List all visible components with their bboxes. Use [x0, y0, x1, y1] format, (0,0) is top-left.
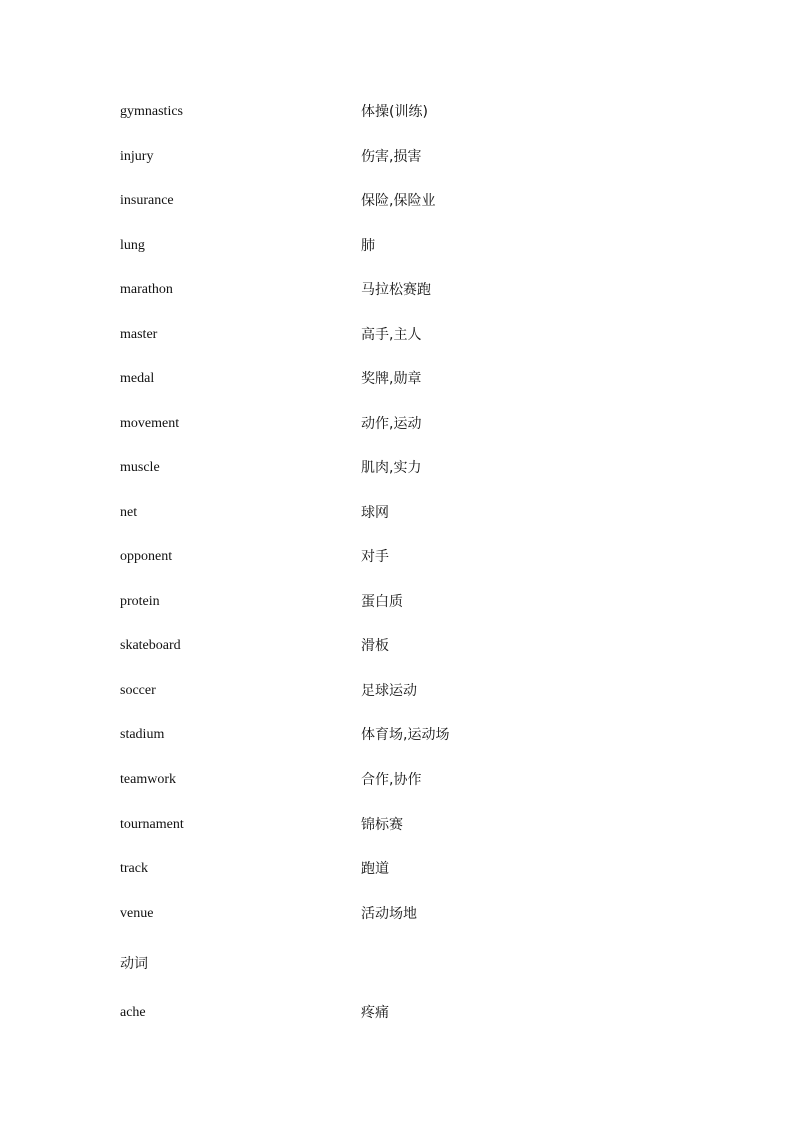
section-heading-verbs: 动词	[120, 956, 148, 972]
vocab-word: tournament	[120, 817, 184, 832]
vocab-row	[120, 190, 680, 212]
vocab-meaning: 对手	[361, 549, 389, 565]
vocab-row	[120, 546, 680, 568]
vocab-row	[120, 903, 680, 925]
vocab-meaning: 活动场地	[361, 906, 417, 922]
vocab-row	[120, 101, 680, 123]
vocab-word: track	[120, 861, 148, 876]
vocab-word: ache	[120, 1005, 146, 1020]
vocab-meaning: 合作,协作	[361, 772, 422, 788]
vocab-word: soccer	[120, 683, 156, 698]
vocab-meaning: 疼痛	[361, 1005, 389, 1021]
vocab-word: stadium	[120, 727, 165, 742]
vocab-word: venue	[120, 906, 154, 921]
vocab-word: teamwork	[120, 772, 176, 787]
vocab-word: gymnastics	[120, 104, 183, 119]
vocab-word: opponent	[120, 549, 173, 564]
vocab-word: lung	[120, 238, 145, 253]
vocab-word: master	[120, 327, 158, 342]
vocab-row	[120, 368, 680, 390]
vocab-meaning: 伤害,损害	[361, 149, 422, 165]
vocab-row	[120, 324, 680, 346]
vocab-row	[120, 146, 680, 168]
vocab-word: insurance	[120, 193, 174, 208]
vocab-row	[120, 769, 680, 791]
vocab-meaning: 高手,主人	[361, 327, 422, 343]
vocab-row	[120, 635, 680, 657]
vocab-word: net	[120, 505, 138, 520]
vocab-row	[120, 1002, 680, 1024]
vocab-word: marathon	[120, 282, 173, 297]
vocab-meaning: 保险,保险业	[361, 193, 436, 209]
vocab-meaning: 马拉松赛跑	[361, 282, 431, 298]
vocab-row	[120, 457, 680, 479]
vocab-word: protein	[120, 594, 160, 609]
vocab-row	[120, 680, 680, 702]
vocab-meaning: 体育场,运动场	[361, 727, 450, 743]
vocab-word: skateboard	[120, 638, 181, 653]
vocab-meaning: 蛋白质	[361, 594, 403, 610]
vocab-row	[120, 724, 680, 746]
vocab-row	[120, 858, 680, 880]
vocab-meaning: 滑板	[361, 638, 389, 654]
vocab-meaning: 奖牌,勋章	[361, 371, 422, 387]
vocab-row	[120, 591, 680, 613]
vocab-row	[120, 279, 680, 301]
vocab-word: medal	[120, 371, 155, 386]
vocab-meaning: 锦标赛	[361, 817, 403, 833]
vocab-word: muscle	[120, 460, 160, 475]
vocab-row	[120, 235, 680, 257]
vocab-meaning: 体操(训练)	[361, 104, 428, 120]
vocab-row	[120, 413, 680, 435]
vocab-meaning: 跑道	[361, 861, 389, 877]
vocab-meaning: 足球运动	[361, 683, 417, 699]
vocab-meaning: 肺	[361, 238, 375, 254]
vocab-word: movement	[120, 416, 180, 431]
vocab-row	[120, 814, 680, 836]
vocab-meaning: 动作,运动	[361, 416, 422, 432]
vocab-meaning: 肌肉,实力	[361, 460, 422, 476]
vocab-row	[120, 502, 680, 524]
vocab-word: injury	[120, 149, 154, 164]
vocab-meaning: 球网	[361, 505, 389, 521]
